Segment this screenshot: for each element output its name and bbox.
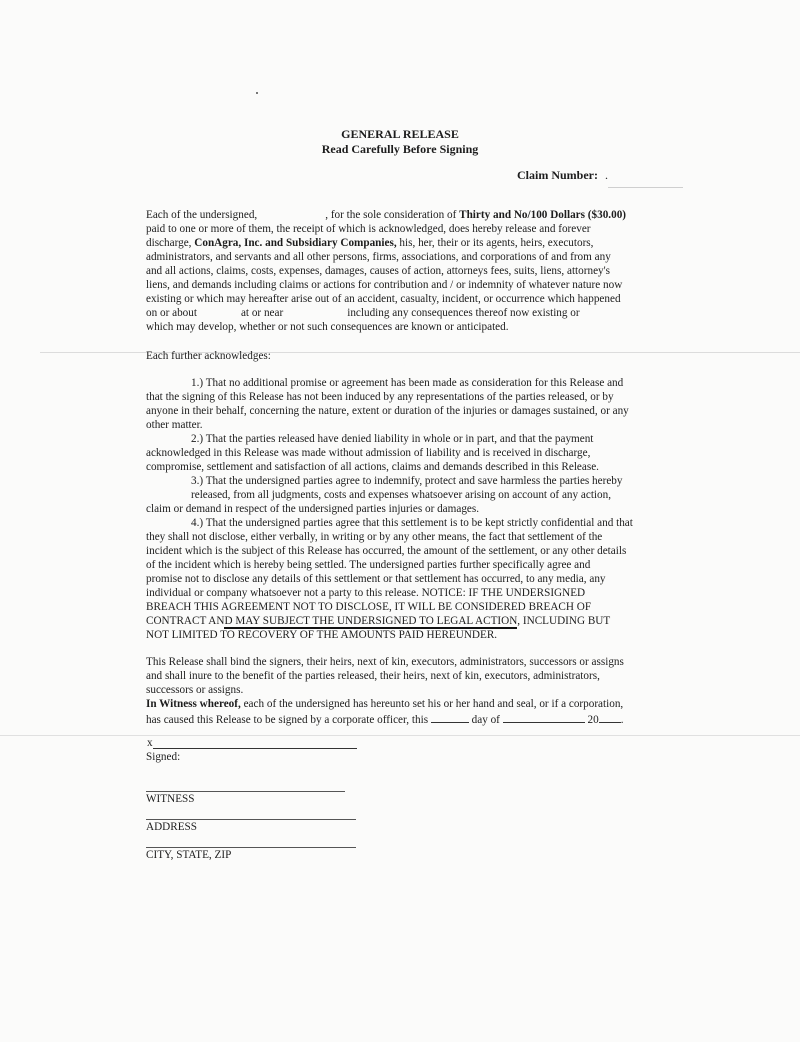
- year-blank[interactable]: [599, 712, 621, 723]
- address-line-field[interactable]: [146, 819, 356, 820]
- release-line: and all actions, claims, costs, expenses, damages, causes of action, attorneys fees, suits, liens, attorney's: [146, 265, 610, 277]
- claim-number-label: [517, 168, 608, 183]
- release-line: which may develop, whether or not such consequences are known or anticipated.: [146, 321, 509, 333]
- release-text: Each of the undersigned,: [146, 209, 258, 221]
- acknowledges-heading: Each further acknowledges:: [146, 350, 271, 362]
- witness-line: [146, 712, 624, 728]
- ack-para-1-line: other matter.: [146, 419, 203, 431]
- notice-text: CONTRACT AN: [146, 615, 225, 627]
- document-title: GENERAL RELEASE: [341, 127, 459, 141]
- witness-text: .: [620, 714, 624, 726]
- ack-para-4-line: NOT LIMITED TO RECOVERY OF THE AMOUNTS PAID HEREUNDER.: [146, 629, 498, 641]
- binding-line: and shall inure to the benefit of the parties released, their heirs, next of kin, executors, administrators,: [146, 670, 600, 682]
- month-blank[interactable]: [503, 712, 585, 723]
- day-blank[interactable]: [431, 712, 469, 723]
- ack-para-3-line: 3.) That the undersigned parties agree to indemnify, protect and save harmless the parties hereby: [191, 475, 623, 487]
- ack-para-4-line: incident which is the subject of this Release has occurred, the amount of the settlement, or any other details: [146, 545, 627, 557]
- ack-para-4-line: they shall not disclose, either verbally, in writing or by any other means, the fact that settlement of the: [146, 531, 603, 543]
- signed-label: Signed:: [146, 751, 181, 763]
- release-company: ConAgra, Inc. and Subsidiary Companies,: [194, 237, 397, 249]
- release-text: discharge,: [146, 237, 192, 249]
- ack-para-1-line: that the signing of this Release has not been induced by any representations of the parties released, or by: [146, 391, 614, 403]
- claim-label: Claim Number:: [517, 168, 598, 182]
- release-text: on or about: [146, 307, 197, 319]
- release-text: his, her, their or its agents, heirs, executors,: [399, 237, 594, 249]
- address-label: ADDRESS: [146, 821, 197, 833]
- city-state-zip-label: CITY, STATE, ZIP: [146, 849, 232, 861]
- binding-line: This Release shall bind the signers, their heirs, next of kin, executors, administrators, successors or assigns: [146, 656, 624, 668]
- witness-line-field[interactable]: [146, 791, 345, 792]
- city-state-zip-line-field[interactable]: [146, 847, 356, 848]
- release-line: existing or which may hereafter arise out of an accident, casualty, incident, or occurrence which happened: [146, 293, 621, 305]
- release-line: administrators, and servants and all other persons, firms, associations, and corporations of and from any: [146, 251, 611, 263]
- witness-text: has caused this Release to be signed by a corporate officer, this: [146, 714, 429, 726]
- claim-number-line: [608, 187, 683, 188]
- notice-underlined: D MAY SUBJECT THE UNDERSIGNED TO LEGAL ACTION: [224, 615, 518, 627]
- scan-mark: [256, 92, 258, 94]
- witness-text: day of: [471, 714, 500, 726]
- ack-para-4-line: BREACH THIS AGREEMENT NOT TO DISCLOSE, IT WILL BE CONSIDERED BREACH OF: [146, 601, 592, 613]
- witness-text: 20: [587, 714, 599, 726]
- witness-label: WITNESS: [146, 793, 195, 805]
- claim-value: .: [605, 168, 608, 182]
- ack-para-3-line: released, from all judgments, costs and expenses whatsoever arising on account of any action,: [191, 489, 612, 501]
- release-line: [146, 237, 593, 251]
- ack-para-4-line: promise not to disclose any details of this settlement or that settlement has occurred, to any media, any: [146, 573, 606, 585]
- ack-para-1-line: 1.) That no additional promise or agreement has been made as consideration for this Release and: [191, 377, 624, 389]
- binding-line: successors or assigns.: [146, 684, 244, 696]
- witness-lead: In Witness whereof,: [146, 698, 241, 710]
- release-amount: Thirty and No/100 Dollars ($30.00): [459, 209, 627, 221]
- ack-para-1-line: anyone in their behalf, concerning the nature, extent or duration of the injuries or damages sustained, or any: [146, 405, 629, 417]
- release-line: [146, 307, 580, 321]
- ack-para-4-line: 4.) That the undersigned parties agree that this settlement is to be kept strictly confidential and that: [191, 517, 633, 529]
- ack-para-3-line: claim or demand in respect of the undersigned parties injuries or damages.: [146, 503, 480, 515]
- release-line: [146, 209, 626, 223]
- notice-text: , INCLUDING BUT: [517, 615, 611, 627]
- witness-line: [146, 698, 623, 712]
- ack-para-2-line: acknowledged in this Release was made without admission of liability and is received in discharge,: [146, 447, 591, 459]
- scan-line: [0, 735, 800, 736]
- release-text: , for the sole consideration of: [325, 209, 457, 221]
- document-subtitle: Read Carefully Before Signing: [321, 142, 479, 156]
- signature-line[interactable]: [153, 748, 357, 749]
- ack-para-2-line: 2.) That the parties released have denied liability in whole or in part, and that the payment: [191, 433, 594, 445]
- release-text: at or near: [240, 307, 284, 319]
- signature-x-mark: x: [147, 737, 153, 749]
- ack-para-4-line: individual or company whatsoever not a party to this release. NOTICE: IF THE UNDERSIGNED: [146, 587, 586, 599]
- release-text: including any consequences thereof now existing or: [347, 307, 580, 319]
- ack-para-4-line: of the incident which is hereby being settled. The undersigned parties further specifically agree and: [146, 559, 591, 571]
- release-line: liens, and demands including claims or actions for contribution and / or indemnity of whatever nature now: [146, 279, 623, 291]
- release-line: paid to one or more of them, the receipt of which is acknowledged, does hereby release and forever: [146, 223, 591, 235]
- witness-text: each of the undersigned has hereunto set his or her hand and seal, or if a corporation,: [243, 698, 624, 710]
- ack-para-2-line: compromise, settlement and satisfaction of all actions, claims and demands described in this Release.: [146, 461, 599, 473]
- ack-para-4-line: [146, 615, 610, 629]
